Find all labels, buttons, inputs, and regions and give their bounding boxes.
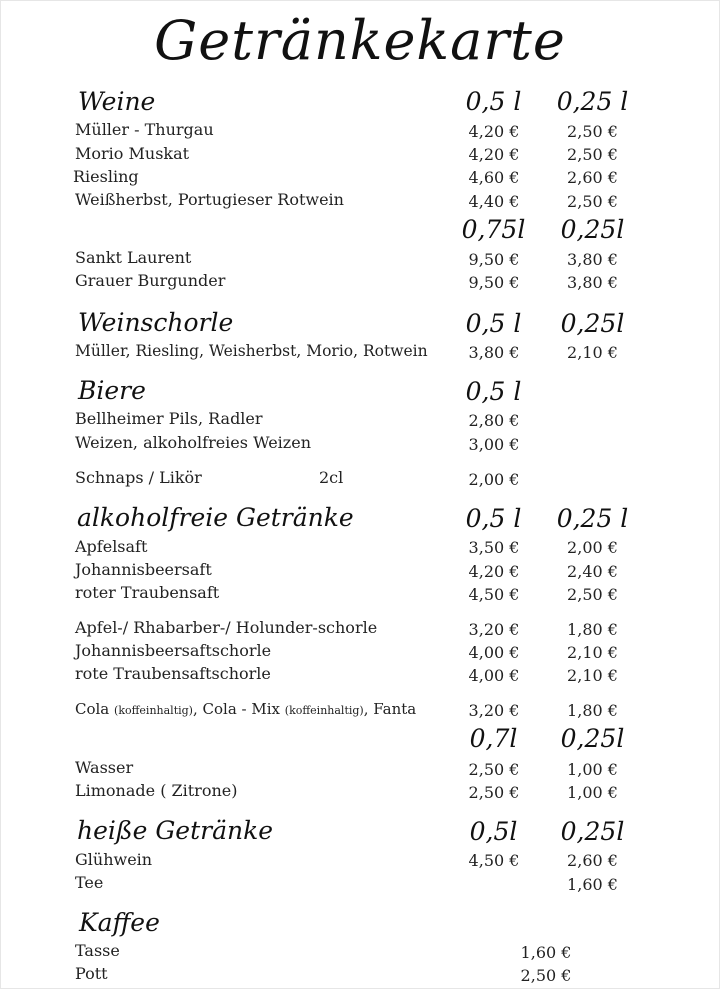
item-price: 2,50 € (567, 145, 618, 164)
item-price: 4,20 € (468, 562, 520, 581)
item-price: 2,50 € (520, 966, 572, 985)
column-header-025: 0,25 l (556, 504, 629, 533)
item-price: 2,10 € (567, 343, 618, 362)
item-price: 3,20 € (468, 701, 520, 720)
item-price: 4,20 € (468, 145, 520, 164)
column-header-07: 0,7l (469, 724, 518, 753)
column-header-025: 0,25l (560, 309, 625, 338)
item-name: Wasser (75, 758, 134, 777)
column-header-075: 0,75l (461, 215, 526, 244)
item-price: 9,50 € (468, 273, 520, 292)
item-price: 1,60 € (567, 875, 618, 894)
item-price: 2,60 € (567, 851, 618, 870)
item-price: 2,50 € (468, 760, 520, 779)
column-header-025: 0,25l (560, 724, 625, 753)
item-name: Schnaps / Likör (75, 468, 202, 487)
section-title-kaffee: Kaffee (79, 908, 160, 937)
item-name: Apfel-/ Rhabarber-/ Holunder-schorle (75, 618, 378, 637)
page-title: Getränkekarte (154, 9, 566, 72)
item-price: 2,50 € (567, 192, 618, 211)
item-price: 4,50 € (468, 851, 520, 870)
item-name: Glühwein (75, 850, 153, 869)
item-price: 4,00 € (468, 666, 520, 685)
item-name: Müller - Thurgau (75, 120, 214, 139)
item-price: 2,50 € (567, 122, 618, 141)
section-title-heiss: heiße Getränke (77, 816, 274, 845)
item-price: 9,50 € (468, 250, 520, 269)
item-price: 4,20 € (468, 122, 520, 141)
column-header-025: 0,25 l (556, 87, 629, 116)
item-price: 4,40 € (468, 192, 520, 211)
section-title-weinschorle: Weinschorle (78, 308, 234, 337)
item-price: 3,20 € (468, 620, 520, 639)
item-name: Riesling (73, 167, 139, 186)
item-name: Limonade ( Zitrone) (75, 781, 238, 800)
item-name: Weißherbst, Portugieser Rotwein (75, 190, 344, 209)
column-header-05: 0,5 l (465, 504, 522, 533)
item-price: 1,80 € (567, 701, 618, 720)
item-name: Bellheimer Pils, Radler (75, 409, 263, 428)
item-name: Johannisbeersaft (75, 560, 212, 579)
item-price: 3,80 € (567, 273, 618, 292)
item-price: 3,80 € (567, 250, 618, 269)
item-price: 1,00 € (567, 783, 618, 802)
item-price: 1,00 € (567, 760, 618, 779)
item-price: 2,50 € (468, 783, 520, 802)
item-name: Grauer Burgunder (75, 271, 226, 290)
item-price: 4,00 € (468, 643, 520, 662)
column-header-05: 0,5 l (465, 309, 522, 338)
item-price: 2,50 € (567, 585, 618, 604)
item-price: 3,80 € (468, 343, 520, 362)
item-price: 4,50 € (468, 585, 520, 604)
column-header-05: 0,5 l (465, 87, 522, 116)
item-price: 1,80 € (567, 620, 618, 639)
item-size: 2cl (319, 468, 344, 487)
item-name: Apfelsaft (75, 537, 148, 556)
item-name: rote Traubensaftschorle (75, 664, 271, 683)
column-header-025: 0,25l (560, 817, 625, 846)
item-price: 2,00 € (468, 470, 520, 489)
item-price: 2,80 € (468, 411, 520, 430)
item-price: 3,50 € (468, 538, 520, 557)
item-price: 2,10 € (567, 666, 618, 685)
column-header-05: 0,5 l (465, 377, 522, 406)
item-price: 1,60 € (520, 943, 572, 962)
item-price: 2,60 € (567, 168, 618, 187)
item-name-cola: Cola (koffeinhaltig), Cola - Mix (koffeinhaltig), Fanta (75, 700, 417, 718)
item-price: 2,10 € (567, 643, 618, 662)
item-name: Pott (75, 964, 108, 983)
item-name: Morio Muskat (75, 144, 190, 163)
item-name: Müller, Riesling, Weisherbst, Morio, Rotwein (75, 342, 428, 360)
item-name: Tee (75, 873, 104, 892)
column-header-025: 0,25l (560, 215, 625, 244)
item-price: 2,00 € (567, 538, 618, 557)
section-title-weine: Weine (78, 87, 156, 116)
item-price: 3,00 € (468, 435, 520, 454)
item-price: 4,60 € (468, 168, 520, 187)
item-name: Sankt Laurent (75, 248, 192, 267)
item-name: Tasse (75, 941, 120, 960)
item-name: roter Traubensaft (75, 583, 220, 602)
section-title-biere: Biere (78, 376, 146, 405)
section-title-alkoholfrei: alkoholfreie Getränke (77, 503, 354, 532)
column-header-05: 0,5l (469, 817, 518, 846)
item-name: Johannisbeersaftschorle (75, 641, 272, 660)
item-name: Weizen, alkoholfreies Weizen (75, 433, 311, 452)
item-price: 2,40 € (567, 562, 618, 581)
